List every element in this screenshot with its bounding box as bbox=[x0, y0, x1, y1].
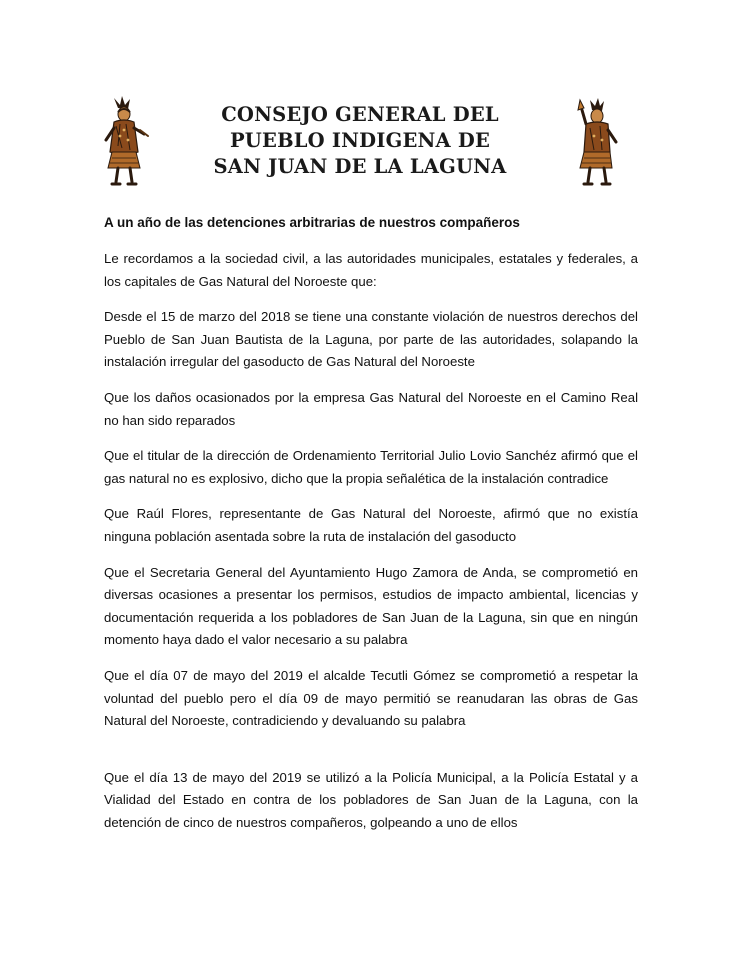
paragraph-7: Que el día 07 de mayo del 2019 el alcalde Tecutli Gómez se comprometió a respetar la voluntad del pueblo pero el día 09 de mayo permitió se reanudaran las obras de Gas Natural del Noroeste, contradiciendo y devaluando su palabra bbox=[104, 667, 638, 729]
paragraph-1: Le recordamos a la sociedad civil, a las autoridades municipales, estatales y federales, a los capitales de Gas Natural del Noroeste que: bbox=[104, 251, 638, 289]
document-subtitle: A un año de las detenciones arbitrarias de nuestros compañeros bbox=[104, 215, 520, 230]
title-line-2: PUEBLO INDIGENA DE bbox=[229, 129, 491, 152]
letterhead bbox=[0, 96, 742, 196]
paragraph-3: Que los daños ocasionados por la empresa Gas Natural del Noroeste en el Camino Real no han sido reparados bbox=[104, 389, 638, 428]
indigenous-dancer-icon bbox=[100, 96, 150, 188]
paragraph-2: Desde el 15 de marzo del 2018 se tiene una constante violación de nuestros derechos del Pueblo de San Juan Bautista de la Laguna, por parte de las autoridades, solapando la instalación irregular del gasoducto de Gas Natural del Noroeste bbox=[104, 309, 638, 370]
title-line-3: SAN JUAN DE LA LAGUNA bbox=[213, 155, 507, 178]
paragraph-8: Que el día 13 de mayo del 2019 se utilizó a la Policía Municipal, a la Policía Estatal y a Vialidad del Estado en contra de los pobladores de San Juan de la Laguna, con la detención de cinco de nuestros compañeros, golpeando a uno de ellos bbox=[104, 769, 638, 830]
document-body bbox=[104, 212, 638, 847]
paragraph-5: Que Raúl Flores, representante de Gas Natural del Noroeste, afirmó que no existía ninguna población asentada sobre la ruta de instalación del gasoducto bbox=[104, 506, 638, 544]
indigenous-dancer-icon bbox=[570, 96, 620, 188]
organization-title bbox=[150, 102, 570, 180]
paragraph-6: Que el Secretaria General del Ayuntamiento Hugo Zamora de Anda, se comprometió en diversas ocasiones a presentar los permisos, estudios de impacto ambiental, licencias y documentación requerida a los pobladores de San Juan de la Laguna, sin que en ningún momento haya dado el valor necesario a su palabra bbox=[104, 564, 638, 648]
paragraph-4: Que el titular de la dirección de Ordenamiento Territorial Julio Lovio Sanchéz afirmó que el gas natural no es explosivo, dicho que la propia señalética de la instalación contradice bbox=[104, 448, 638, 486]
title-line-1: CONSEJO GENERAL DEL bbox=[221, 103, 499, 126]
